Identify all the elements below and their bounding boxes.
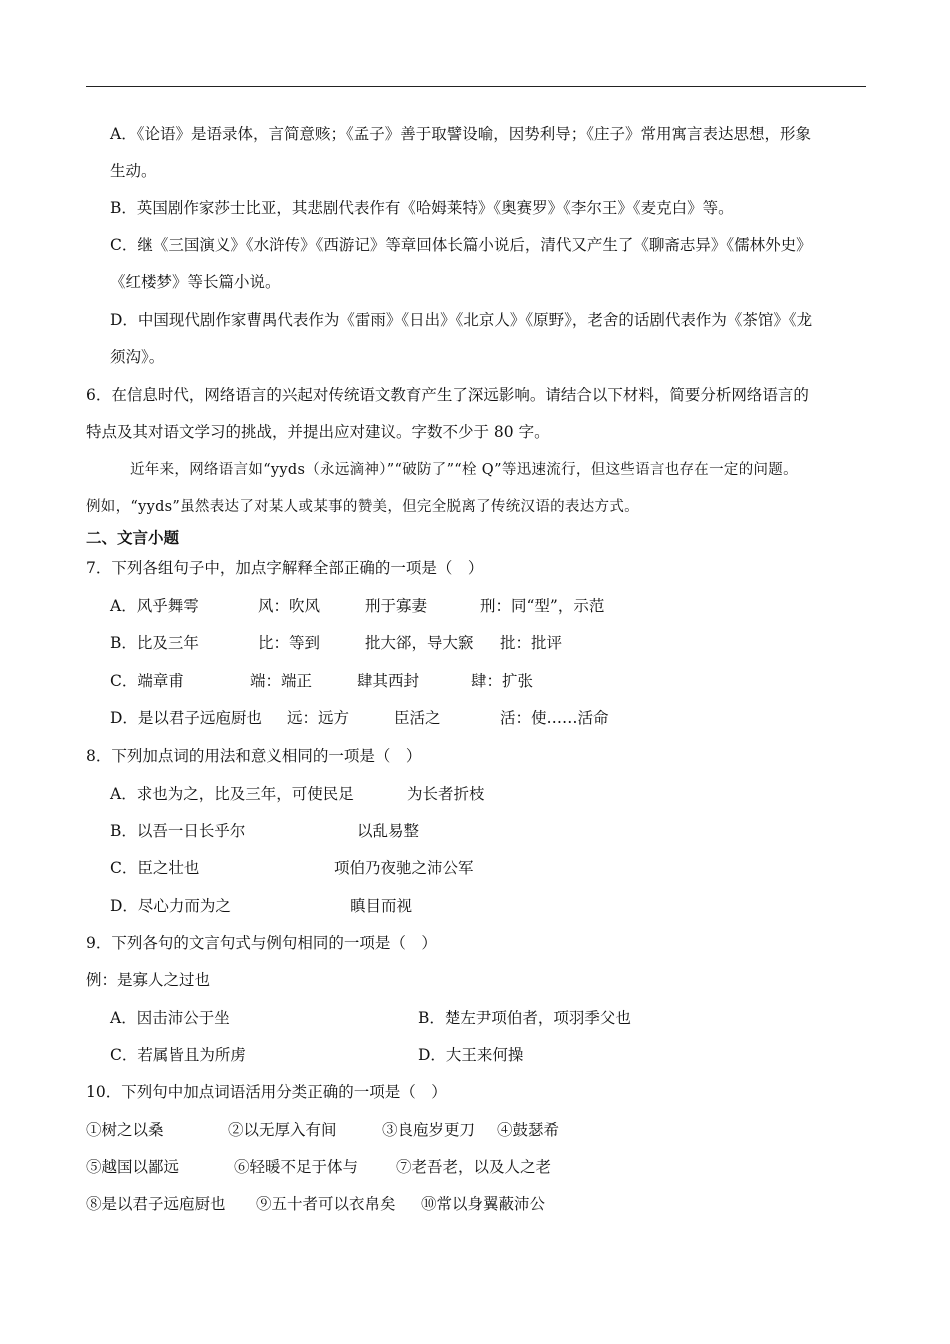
q10-item-9: ⑨五十者可以衣帛矣 [256,1195,396,1213]
q10-item-4: ④鼓瑟希 [497,1121,560,1139]
q7-a-gloss2: 刑：同“型”，示范 [480,597,605,615]
q7-b-sentence1: B．比及三年 [110,634,199,652]
q7-c-gloss2: 肆：扩张 [471,672,534,690]
q7-a-sentence2: 刑于寡妻 [365,597,428,615]
q7-stem: 7．下列各组句子中，加点字解释全部正确的一项是（ ） [86,559,484,577]
q8-a-sentence2: 为长者折枝 [407,785,485,803]
q9-option-b: B．楚左尹项伯者，项羽季父也 [418,1009,631,1027]
q7-c-sentence2: 肆其西封 [357,672,420,690]
q9-option-d: D．大王来何操 [418,1046,524,1064]
q5-option-c-line2: 《红楼梦》等长篇小说。 [110,273,281,291]
q7-c-sentence1: C．端章甫 [110,672,184,690]
q5-option-a-line2: 生动。 [110,162,157,180]
q5-option-d-line1: D．中国现代剧作家曹禺代表作为《雷雨》《日出》《北京人》《原野》，老舍的话剧代表作为《茶馆》《龙 [110,311,813,329]
q7-d-sentence2: 臣活之 [394,709,441,727]
q6-stem-line2: 特点及其对语文学习的挑战，并提出应对建议。字数不少于 80 字。 [86,423,550,441]
q8-a-sentence1: A．求也为之，比及三年，可使民足 [110,785,354,803]
q7-d-gloss2: 活：使……活命 [500,709,609,727]
q10-item-1: ①树之以桑 [86,1121,164,1139]
q8-d-sentence2: 瞋目而视 [350,897,413,915]
q10-item-5: ⑤越国以鄙远 [86,1158,180,1176]
q10-stem: 10．下列句中加点词语活用分类正确的一项是（ ） [86,1083,447,1101]
q5-option-d-line2: 须沟》。 [110,348,165,366]
q9-option-a: A．因击沛公于坐 [110,1009,230,1027]
q9-example: 例：是寡人之过也 [86,971,211,989]
q8-b-sentence2: 以乱易整 [357,822,420,840]
q8-b-sentence1: B．以吾一日长乎尔 [110,822,246,840]
q7-a-gloss1: 风：吹风 [258,597,321,615]
header-rule [86,86,866,87]
q5-option-c-line1: C．继《三国演义》《水浒传》《西游记》等章回体长篇小说后，清代又产生了《聊斋志异》《儒林外史》 [110,236,812,254]
q7-d-sentence1: D．是以君子远庖厨也 [110,709,262,727]
q7-a-sentence1: A．风乎舞雩 [110,597,199,615]
q8-stem: 8．下列加点词的用法和意义相同的一项是（ ） [86,747,422,765]
q10-item-10: ⑩常以身翼蔽沛公 [421,1195,546,1213]
q7-b-gloss2: 批：批评 [500,634,563,652]
q7-b-sentence2: 批大郤，导大窾 [365,634,474,652]
section-heading: 二、文言小题 [86,528,180,547]
q6-stem-line1: 6．在信息时代，网络语言的兴起对传统语文教育产生了深远影响。请结合以下材料，简要分析网络语言的 [86,386,809,404]
q6-material-line2: 例如，“yyds”虽然表达了对某人或某事的赞美，但完全脱离了传统汉语的表达方式。 [86,499,639,515]
q9-stem: 9．下列各句的文言句式与例句相同的一项是（ ） [86,934,437,952]
q7-d-gloss1: 远：远方 [287,709,350,727]
q8-d-sentence1: D．尽心力而为之 [110,897,231,915]
q8-c-sentence2: 项伯乃夜驰之沛公军 [334,859,474,877]
q10-item-6: ⑥轻暖不足于体与 [234,1158,359,1176]
q6-material-line1: 近年来，网络语言如“yyds（永远滴神）”“破防了”“栓 Q”等迅速流行，但这些语言也存在一定的问题。 [130,462,798,478]
q9-option-c: C．若属皆且为所虏 [110,1046,246,1064]
q5-option-a-line1: A．《论语》是语录体，言简意赅；《孟子》善于取譬设喻，因势利导；《庄子》常用寓言表达思想，形象 [110,125,811,143]
q10-item-7: ⑦老吾老，以及人之老 [396,1158,552,1176]
q8-c-sentence1: C．臣之壮也 [110,859,200,877]
q7-c-gloss1: 端：端正 [250,672,313,690]
q10-item-2: ②以无厚入有间 [228,1121,337,1139]
q10-item-3: ③良庖岁更刀 [382,1121,476,1139]
q7-b-gloss1: 比：等到 [258,634,321,652]
q10-item-8: ⑧是以君子远庖厨也 [86,1195,226,1213]
q5-option-b: B．英国剧作家莎士比亚，其悲剧代表作有《哈姆莱特》《奥赛罗》《李尔王》《麦克白》等。 [110,199,734,217]
